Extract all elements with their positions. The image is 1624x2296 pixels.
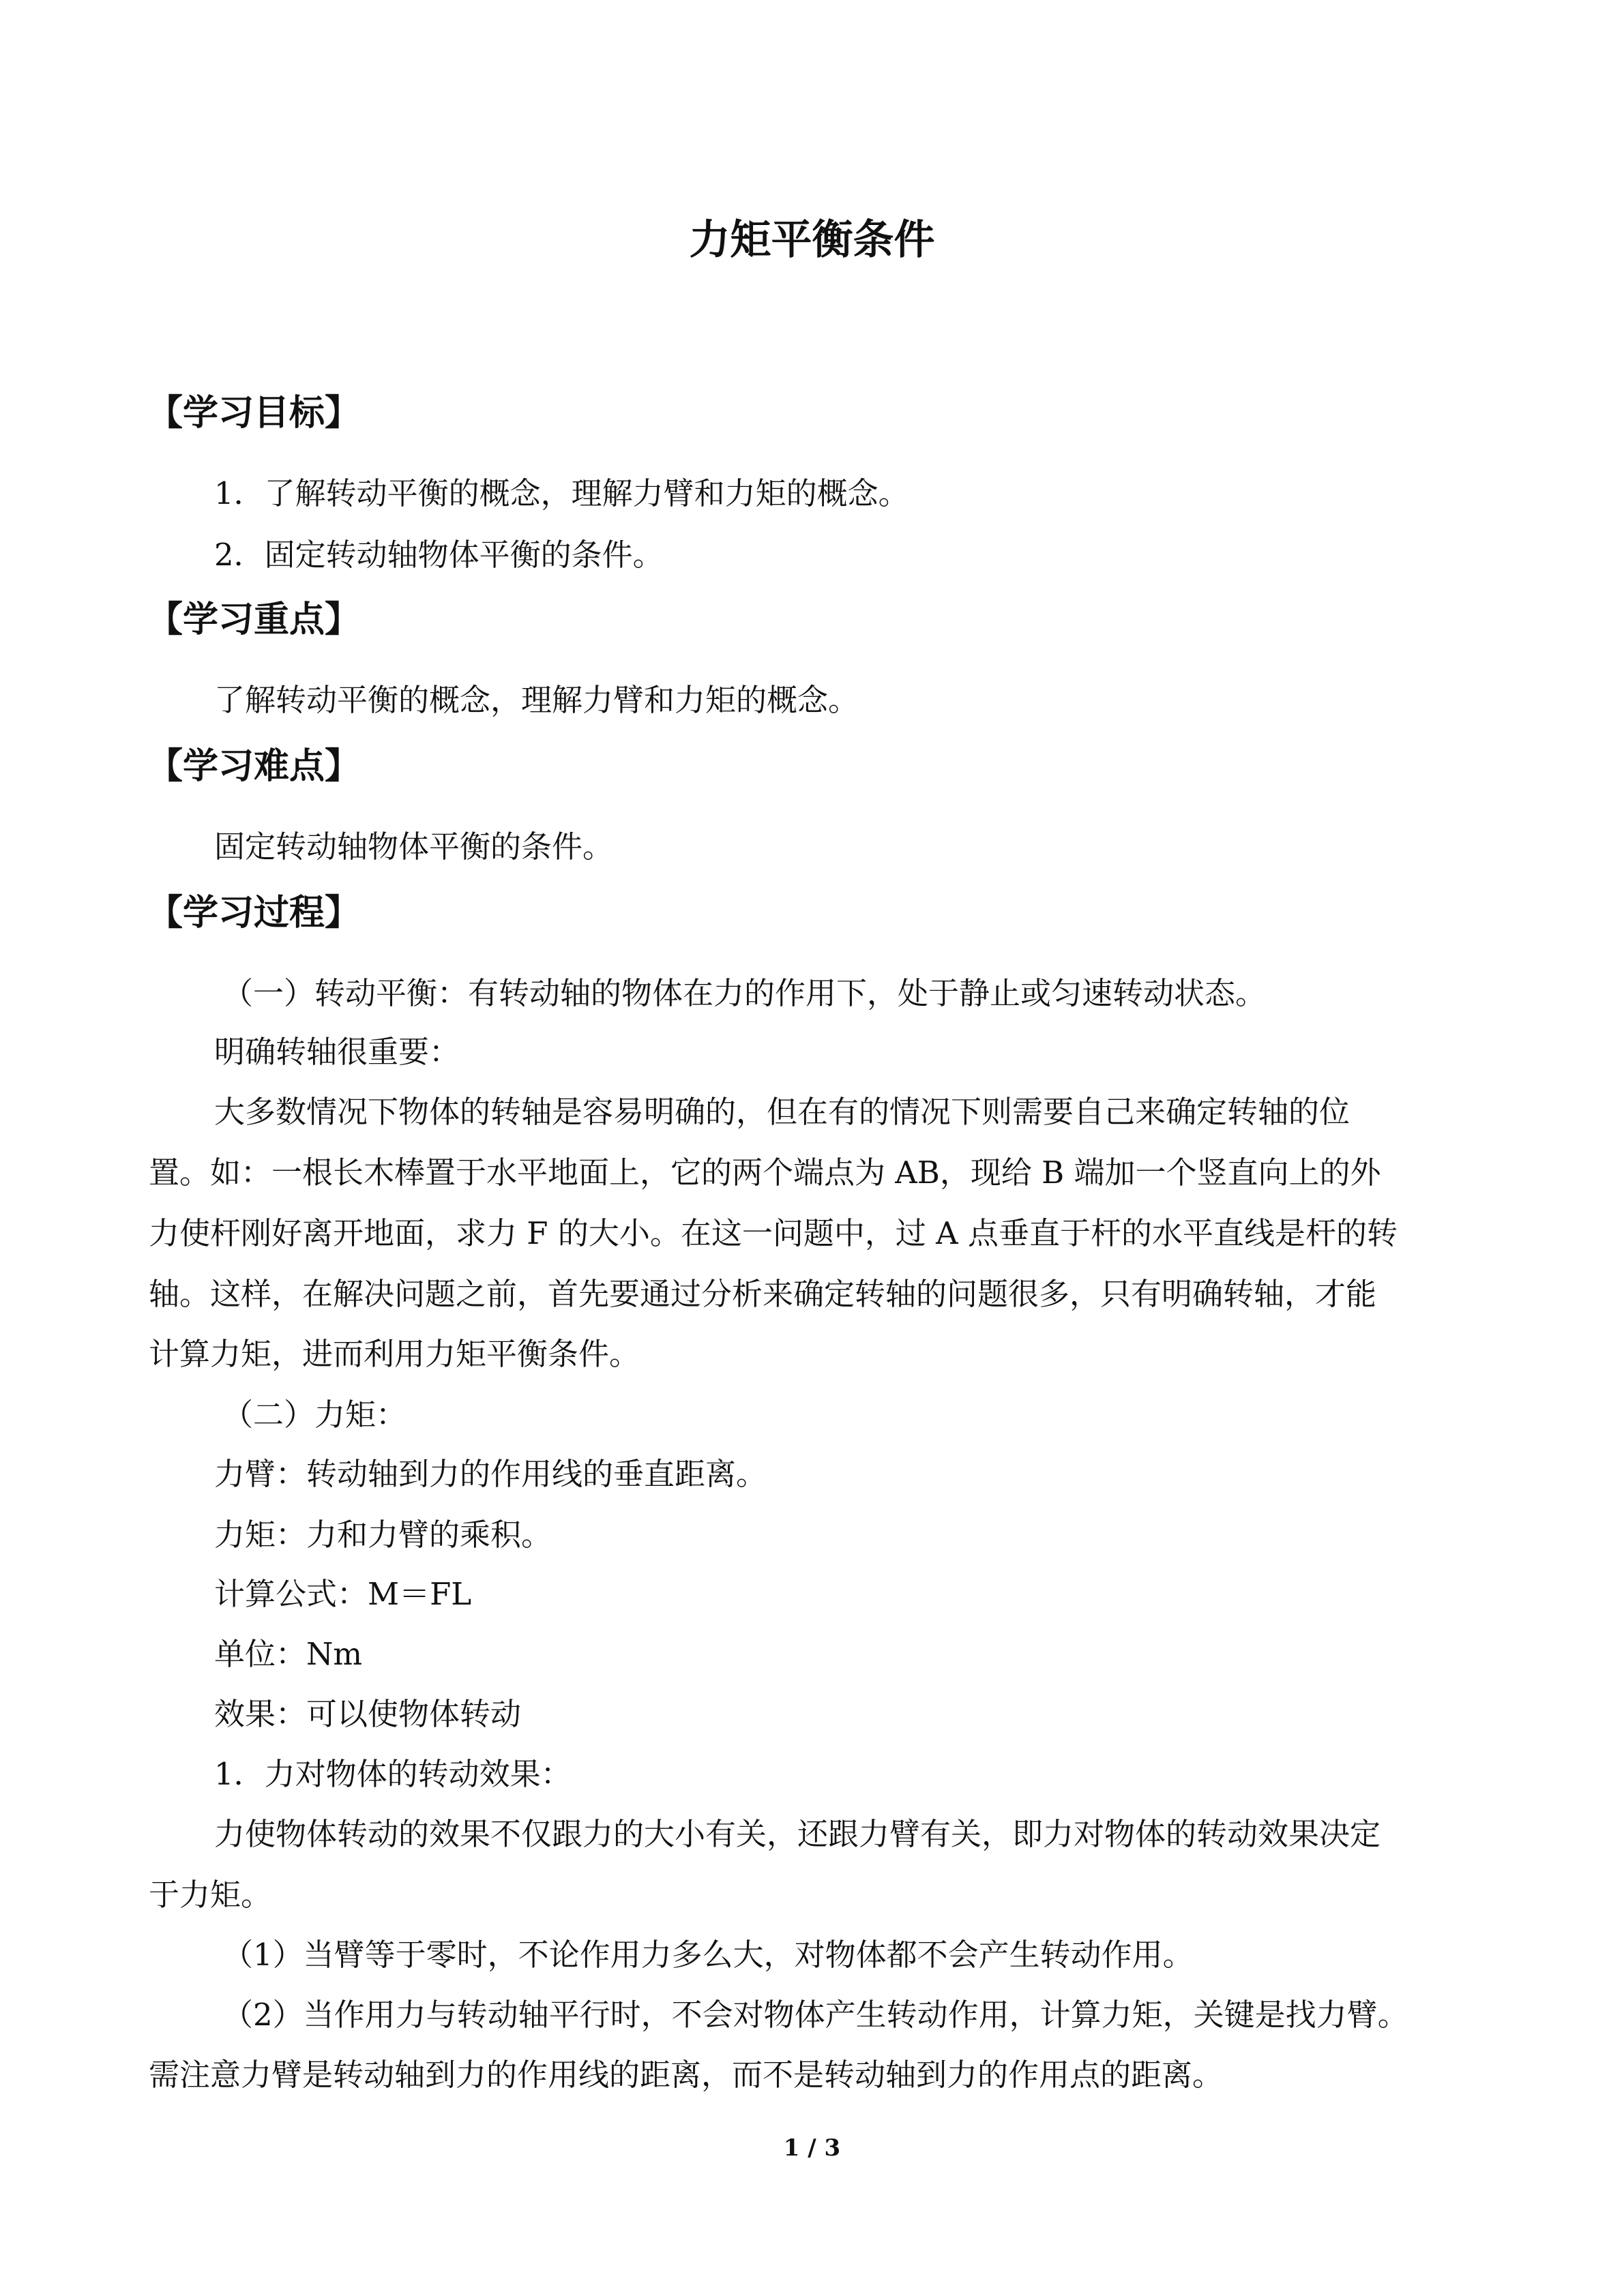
paragraph-line: 轴。这样，在解决问题之前，首先要通过分析来确定转轴的问题很多，只有明确转轴，才能 — [149, 1276, 1377, 1312]
paragraph: 效果：可以使物体转动 — [214, 1696, 522, 1732]
paragraph: （二）力矩： — [222, 1397, 407, 1433]
heading-learning-process: 【学习过程】 — [147, 892, 361, 934]
paragraph-line: 大多数情况下物体的转轴是容易明确的，但在有的情况下则需要自己来确定转轴的位 — [214, 1094, 1350, 1130]
paragraph: （1）当臂等于零时，不论作用力多么大，对物体都不会产生转动作用。 — [222, 1937, 1194, 1973]
document-title: 力矩平衡条件 — [689, 216, 935, 264]
heading-key-points: 【学习重点】 — [147, 599, 361, 640]
paragraph: 力臂：转动轴到力的作用线的垂直距离。 — [214, 1456, 767, 1492]
paragraph: 1．力对物体的转动效果： — [214, 1756, 572, 1792]
paragraph: （一）转动平衡：有转动轴的物体在力的作用下，处于静止或匀速转动状态。 — [222, 975, 1267, 1011]
heading-learning-goals: 【学习目标】 — [147, 392, 361, 434]
paragraph-line: 需注意力臂是转动轴到力的作用线的距离，而不是转动轴到力的作用点的距离。 — [149, 2057, 1224, 2093]
paragraph-line: （2）当作用力与转动轴平行时，不会对物体产生转动作用，计算力矩，关键是找力臂。 — [222, 1997, 1408, 2033]
paragraph: 力矩：力和力臂的乘积。 — [214, 1517, 552, 1553]
goal-item: 1．了解转动平衡的概念，理解力臂和力矩的概念。 — [214, 475, 909, 511]
key-point-text: 了解转动平衡的概念，理解力臂和力矩的概念。 — [214, 682, 859, 718]
paragraph-line: 力使杆刚好离开地面，求力 F 的大小。在这一问题中，过 A 点垂直于杆的水平直线是杆的转 — [149, 1215, 1398, 1251]
heading-difficulties: 【学习难点】 — [147, 745, 361, 787]
paragraph: 单位：Nm — [214, 1636, 363, 1672]
paragraph-line: 力使物体转动的效果不仅跟力的大小有关，还跟力臂有关，即力对物体的转动效果决定 — [214, 1816, 1381, 1852]
difficulty-text: 固定转动轴物体平衡的条件。 — [214, 829, 614, 865]
paragraph-line: 于力矩。 — [149, 1877, 272, 1913]
paragraph-line: 置。如：一根长木棒置于水平地面上，它的两个端点为 AB，现给 B 端加一个竖直向上的外 — [149, 1154, 1381, 1191]
formula-line: 计算公式：M＝FL — [214, 1576, 472, 1612]
goal-item: 2．固定转动轴物体平衡的条件。 — [214, 537, 664, 573]
paragraph: 明确转轴很重要： — [214, 1034, 460, 1070]
paragraph-line: 计算力矩，进而利用力矩平衡条件。 — [149, 1336, 640, 1372]
page-number: 1 / 3 — [783, 2134, 841, 2162]
